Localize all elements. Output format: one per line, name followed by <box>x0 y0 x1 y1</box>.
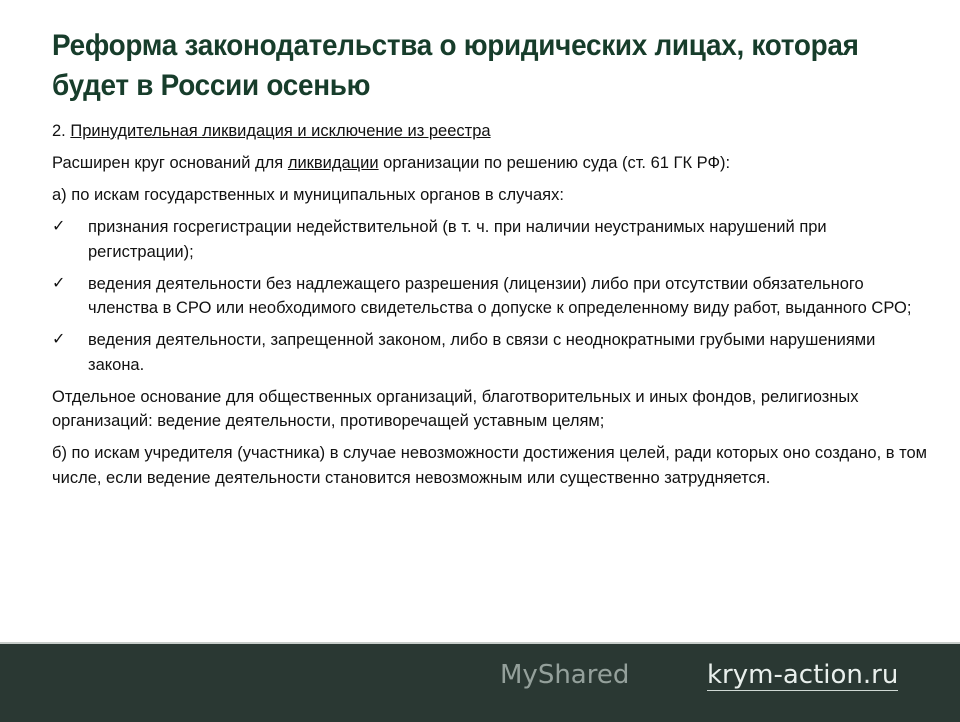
intro-text: Расширен круг оснований для <box>52 154 288 172</box>
bullet-text: признания госрегистрации недействительной (в т. ч. при наличии неустранимых нарушений при регистрации); <box>88 218 827 261</box>
bullet-item <box>52 328 932 377</box>
section-title: Принудительная ликвидация и исключение из реестра <box>70 122 491 140</box>
brand-link[interactable]: krym-action.ru <box>707 660 899 690</box>
separate-ground: Отдельное основание для общественных организаций, благотворительных и иных фондов, религиозных организаций: ведение деятельности, противоречащей уставным целям; <box>52 387 859 430</box>
bullet-item <box>52 272 932 321</box>
checkmark-icon: ✓ <box>52 274 66 292</box>
checkmark-icon: ✓ <box>52 218 66 235</box>
slide-title: Реформа законодательства о юридических лицах, которая будет в России осенью <box>52 29 859 102</box>
bullet-text: ведения деятельности без надлежащего разрешения (лицензии) либо при отсутствии обязательного членства в СРО или необходимого свидетельства о допуске к определенному виду работ, выданного СРО; <box>88 274 912 317</box>
point-b: б) по искам учредителя (участника) в случае невозможности достижения целей, ради которых оно создано, в том числе, если ведение деятельности становится невозможным или существенно затрудняется. <box>52 444 927 487</box>
slide-body <box>52 119 932 498</box>
bullet-item <box>52 215 932 264</box>
section-number: 2. <box>52 122 66 140</box>
watermark-logo: MyShared <box>500 660 630 690</box>
liquidation-link[interactable]: ликвидации <box>287 154 379 172</box>
intro-paragraph <box>52 151 932 176</box>
point-a: а) по искам государственных и муниципальных органов в случаях: <box>52 186 564 204</box>
bullet-text: ведения деятельности, запрещенной законом, либо в связи с неоднократными грубыми нарушениями закона. <box>88 331 876 374</box>
intro-text-end: организации по решению суда (ст. 61 ГК РФ): <box>378 154 731 172</box>
section-heading <box>52 119 932 144</box>
checkmark-icon: ✓ <box>52 331 66 348</box>
